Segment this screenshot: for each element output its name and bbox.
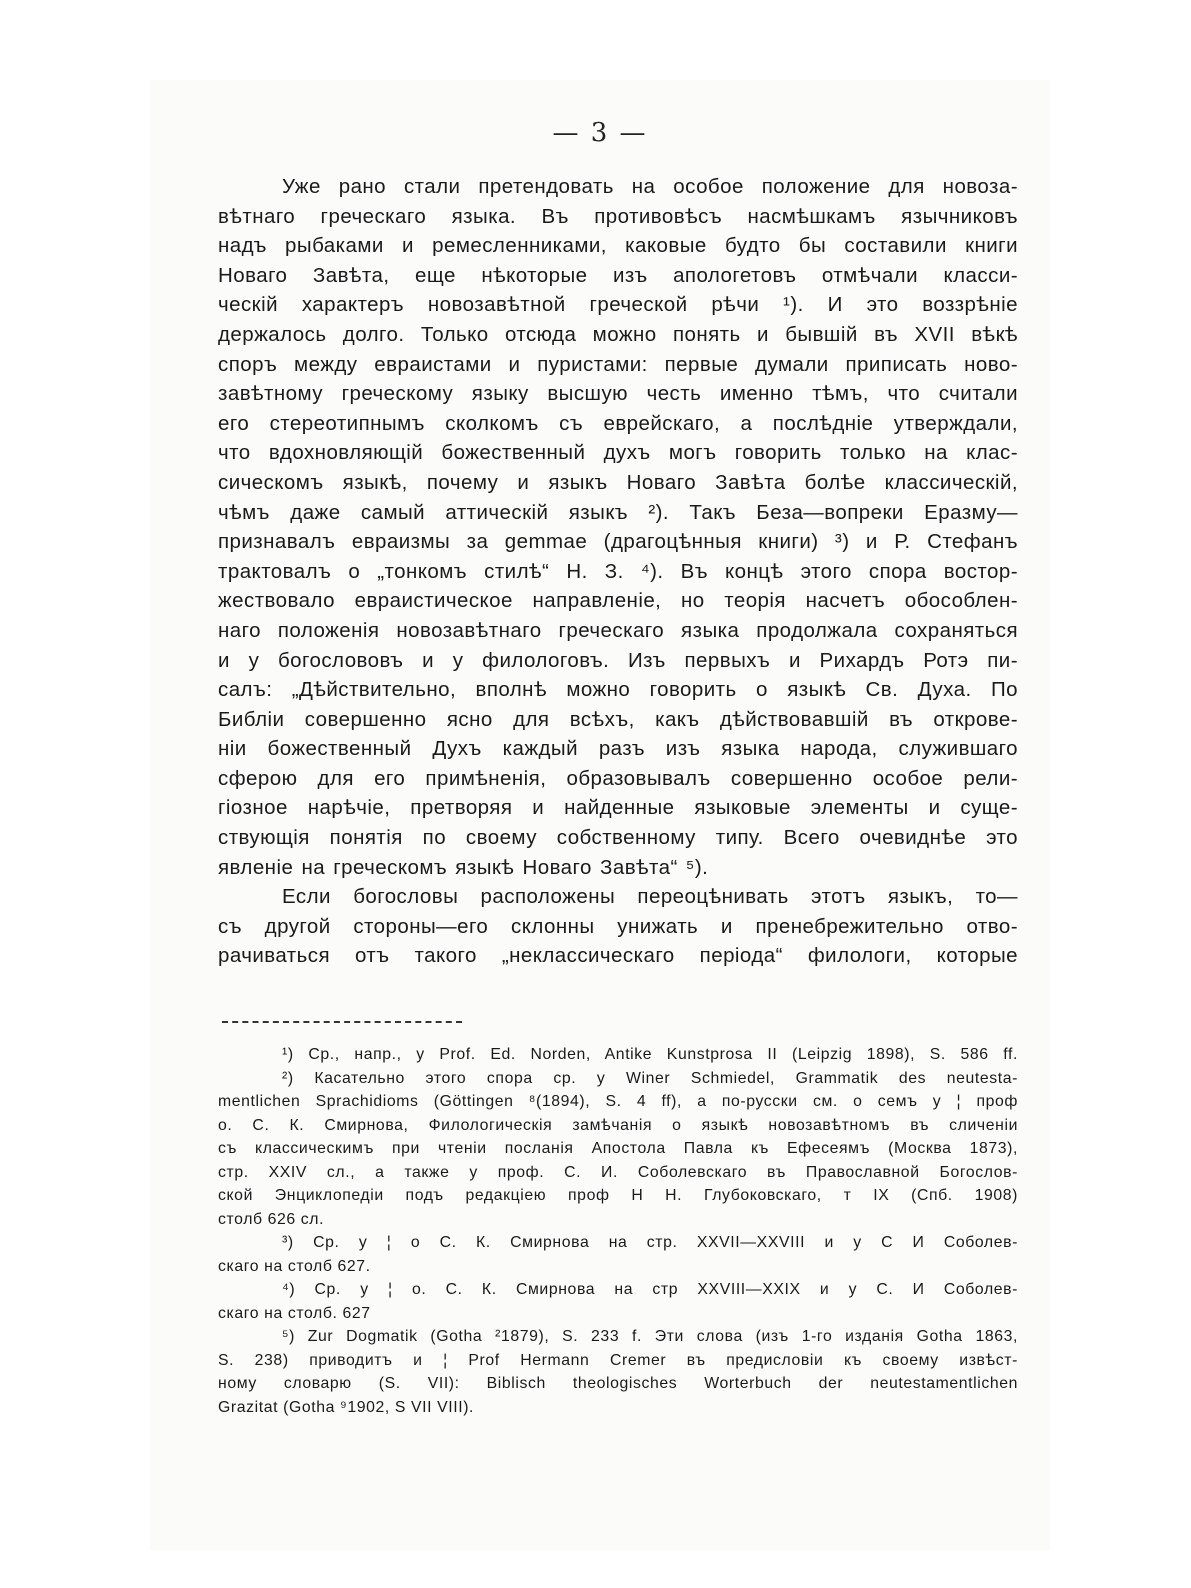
- footnote-separator: [222, 1021, 462, 1025]
- body-line: сферою для его примѣненія, образовывалъ совершенно особое рели-: [218, 766, 1018, 790]
- footnote-line: mentlichen Sprachidioms (Göttingen ⁸(1894), S. 4 ff), а по-русски см. о семъ у ¦ проф: [218, 1093, 1018, 1110]
- footnote-line: Grazitat (Gotha ⁹1902, S VII VIII).: [218, 1398, 475, 1416]
- page-number: — 3 —: [552, 118, 648, 148]
- footnote-line: ¹) Ср., напр., у Prof. Ed. Norden, Antike Kunstprosa II (Leipzig 1898), S. 586 ff.: [282, 1046, 1018, 1063]
- body-line: завѣтному греческому языку высшую честь именно тѣмъ, что считали: [218, 382, 1018, 406]
- footnote-line: ⁵) Zur Dogmatik (Gotha ²1879), S. 233 f. Эти слова (изъ 1-го изданія Gotha 1863,: [282, 1328, 1018, 1345]
- body-line: салъ: „Дѣйствительно, вполнѣ можно говорить о языкѣ Св. Духа. По: [218, 678, 1018, 702]
- footnote-line: стр. XXIV сл., а также у проф. С. И. Соболевскаго въ Православной Богослов-: [218, 1163, 1018, 1181]
- body-line: надъ рыбаками и ремесленниками, каковые будто бы составили книги: [218, 234, 1018, 258]
- footnote-line: ному словарю (S. VII): Biblisch theologisches Worterbuch der neutestamentlichen: [218, 1375, 1018, 1392]
- body-line: трактовалъ о „тонкомъ стилѣ“ Н. З. ⁴). Въ концѣ этого спора востор-: [218, 559, 1018, 583]
- footnote-line: о. С. К. Смирнова, Филологическія замѣчанія о языкѣ новозавѣтномъ въ сличеніи: [218, 1116, 1018, 1134]
- footnote-line: ⁴) Ср. у ¦ о. С. К. Смирнова на стр XXVIII—XXIX и у С. И Соболев-: [282, 1281, 1018, 1298]
- body-line: наго положенія новозавѣтнаго греческаго языка продолжала сохраняться: [218, 618, 1018, 642]
- body-line: ствующія понятія по своему собственному типу. Всего очевиднѣе это: [218, 826, 1018, 850]
- body-line: споръ между евраистами и пуристами: первые думали приписать ново-: [218, 352, 1018, 376]
- body-line: Если богословы расположены переоцѣнивать этотъ языкъ, то—: [282, 885, 1018, 909]
- footnote-line: скаго на столб. 627: [218, 1304, 371, 1322]
- footnote-line: съ классическимъ при чтеніи посланія Апостола Павла къ Ефесеямъ (Москва 1873),: [218, 1140, 1018, 1157]
- footnote-line: S. 238) приводитъ и ¦ Prof Hermann Cremer въ предисловіи къ своему извѣст-: [218, 1351, 1018, 1369]
- body-line: рачиваться отъ такого „неклассическаго періода“ филологи, которые: [218, 944, 1018, 968]
- body-line: признавалъ евраизмы за gemmae (драгоцѣнныя книги) ³) и Р. Стефанъ: [218, 530, 1018, 554]
- scanned-page: [150, 80, 1050, 1550]
- body-text: [218, 172, 1018, 971]
- footnote-line: ³) Ср. у ¦ о С. К. Смирнова на стр. XXVII—XXVIII и у С И Соболев-: [282, 1234, 1018, 1251]
- body-line: Библіи совершенно ясно для всѣхъ, какъ дѣйствовавшій въ открове-: [218, 707, 1018, 731]
- footnotes: [218, 1043, 1018, 1419]
- footnote-line: ²) Касательно этого спора ср. у Winer Schmiedel, Grammatik des neutesta-: [282, 1069, 1018, 1087]
- body-line: чѣмъ даже самый аттическій языкъ ²). Такъ Беза—вопреки Еразму—: [218, 500, 1018, 524]
- footnote-line: столб 626 сл.: [218, 1210, 325, 1228]
- body-line: что вдохновляющій божественный духъ могъ говорить только на клас-: [218, 441, 1018, 465]
- body-line: съ другой стороны—его склонны унижать и пренебрежительно отво-: [218, 914, 1018, 938]
- body-line: Уже рано стали претендовать на особое положение для новоза-: [282, 175, 1018, 198]
- body-line: Новаго Завѣта, еще нѣкоторые изъ апологетовъ отмѣчали класси-: [218, 263, 1018, 287]
- footnote-line: ской Энциклопедіи подъ редакціею проф Н Н. Глубоковскаго, т IX (Спб. 1908): [218, 1187, 1018, 1204]
- body-line: ніи божественный Духъ каждый разъ изъ языка народа, служившаго: [218, 737, 1018, 761]
- body-line: ческій характеръ новозавѣтной греческой рѣчи ¹). И это воззрѣніе: [218, 293, 1018, 317]
- body-line: и у богослововъ и у филологовъ. Изъ первыхъ и Рихардъ Ротэ пи-: [218, 648, 1018, 672]
- body-line: жествовало евраистическое направленіе, но теорія насчетъ обособлен-: [218, 589, 1018, 613]
- body-line: сическомъ языкѣ, почему и языкъ Новаго Завѣта болѣе классическій,: [218, 470, 1018, 494]
- body-line: держалось долго. Только отсюда можно понять и бывшій въ XVII вѣкѣ: [218, 322, 1018, 346]
- body-line: явленіе на греческомъ языкѣ Новаго Завѣта“ ⁵).: [218, 855, 709, 879]
- footnote-line: скаго на столб 627.: [218, 1257, 371, 1275]
- body-line: гіозное нарѣчіе, претворяя и найденные языковые элементы и суще-: [218, 796, 1018, 820]
- body-line: его стереотипнымъ сколкомъ съ еврейскаго, а послѣдніе утверждали,: [218, 411, 1018, 435]
- body-line: вѣтнаго греческаго языка. Въ противовѣсъ насмѣшкамъ язычниковъ: [218, 204, 1018, 228]
